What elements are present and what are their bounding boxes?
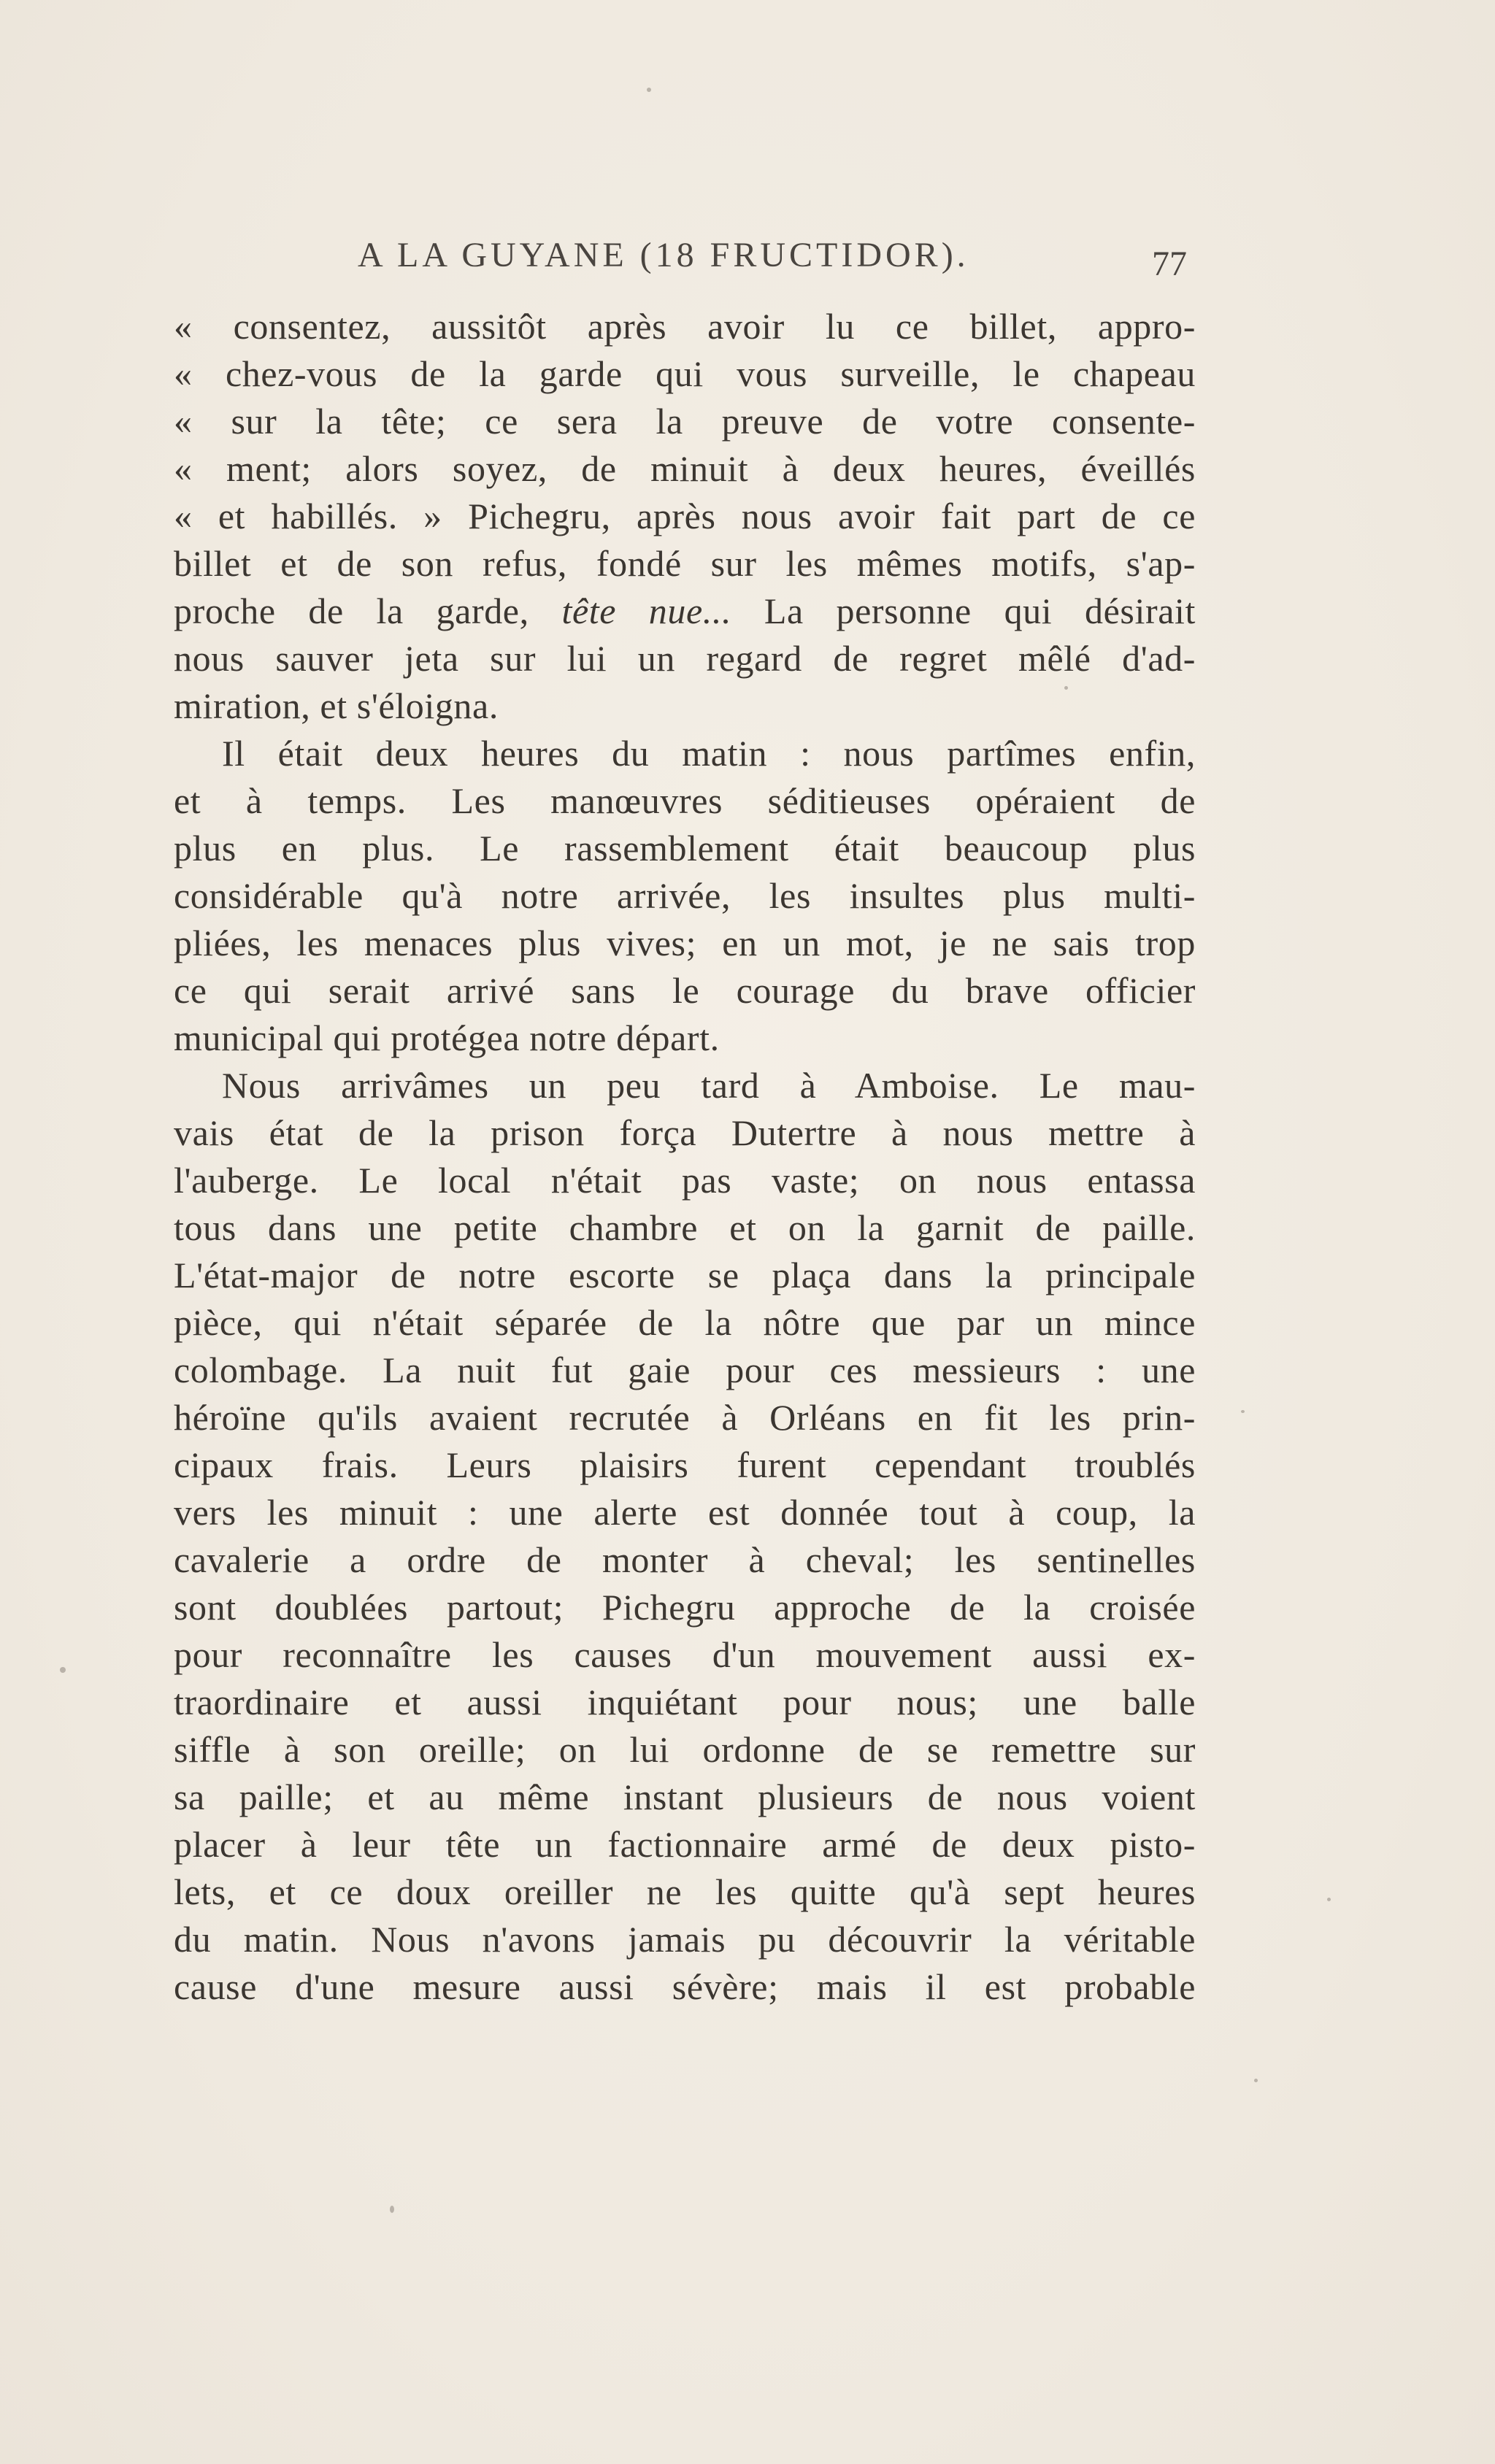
text-line: traordinaire et aussi inquiétant pour nous; une balle: [174, 1682, 1196, 1722]
text-line: colombage. La nuit fut gaie pour ces messieurs : une: [174, 1350, 1196, 1390]
text-line: cipaux frais. Leurs plaisirs furent cependant troublés: [174, 1444, 1196, 1485]
text-line: tous dans une petite chambre et on la garnit de paille.: [174, 1207, 1196, 1248]
page-number: 77: [1152, 245, 1187, 283]
text-line: nous sauver jeta sur lui un regard de regret mêlé d'ad-: [174, 638, 1196, 679]
text-line: « chez-vous de la garde qui vous surveille, le chapeau: [174, 353, 1196, 394]
paper-speck: [1241, 1410, 1245, 1413]
text-line: pliées, les menaces plus vives; en un mot, je ne sais trop: [174, 923, 1196, 963]
italic-phrase: tête nue...: [561, 590, 732, 631]
paper-speck: [390, 2206, 394, 2213]
text-line: pour reconnaître les causes d'un mouvement aussi ex-: [174, 1634, 1196, 1675]
line-part: La personne qui désirait: [731, 590, 1196, 631]
text-line: « sur la tête; ce sera la preuve de votre consente-: [174, 401, 1196, 442]
paper-speck: [1064, 686, 1068, 690]
paper-speck: [647, 88, 651, 92]
text-line: « et habillés. » Pichegru, après nous avoir fait part de ce: [174, 496, 1196, 536]
text-line: miration, et s'éloigna.: [174, 685, 499, 726]
text-line: siffle à son oreille; on lui ordonne de se remettre sur: [174, 1729, 1196, 1770]
running-head: A LA GUYANE (18 FRUCTIDOR).: [358, 236, 969, 274]
text-line: cause d'une mesure aussi sévère; mais il est probable: [174, 1966, 1196, 2007]
body-text: [174, 303, 1196, 2011]
text-line: placer à leur tête un factionnaire armé de deux pisto-: [174, 1824, 1196, 1865]
text-line: du matin. Nous n'avons jamais pu découvrir la véritable: [174, 1919, 1196, 1960]
text-line: municipal qui protégea notre départ.: [174, 1017, 720, 1058]
text-line: lets, et ce doux oreiller ne les quitte qu'à sept heures: [174, 1871, 1196, 1912]
line-part: proche de la garde,: [174, 590, 562, 631]
text-line: Nous arrivâmes un peu tard à Amboise. Le mau-: [222, 1065, 1196, 1106]
text-line: « consentez, aussitôt après avoir lu ce billet, appro-: [174, 306, 1196, 347]
text-line: considérable qu'à notre arrivée, les insultes plus multi-: [174, 875, 1196, 916]
text-line: Il était deux heures du matin : nous partîmes enfin,: [222, 733, 1196, 774]
text-line: et à temps. Les manœuvres séditieuses opéraient de: [174, 780, 1196, 821]
text-line: héroïne qu'ils avaient recrutée à Orléans en fit les prin-: [174, 1397, 1196, 1438]
text-line: L'état-major de notre escorte se plaça dans la principale: [174, 1255, 1196, 1295]
text-line: plus en plus. Le rassemblement était beaucoup plus: [174, 828, 1196, 869]
text-line: « ment; alors soyez, de minuit à deux heures, éveillés: [174, 448, 1196, 489]
paper-speck: [60, 1667, 66, 1673]
text-line: sa paille; et au même instant plusieurs de nous voient: [174, 1776, 1196, 1817]
text-line: sont doublées partout; Pichegru approche de la croisée: [174, 1587, 1196, 1628]
text-line: l'auberge. Le local n'était pas vaste; on nous entassa: [174, 1160, 1196, 1201]
text-line-with-italic: [174, 588, 1196, 635]
text-line: ce qui serait arrivé sans le courage du brave officier: [174, 970, 1196, 1011]
text-line: vers les minuit : une alerte est donnée tout à coup, la: [174, 1492, 1196, 1533]
text-line: billet et de son refus, fondé sur les mêmes motifs, s'ap-: [174, 543, 1196, 584]
paper-speck: [1327, 1898, 1331, 1901]
text-line: vais état de la prison força Dutertre à nous mettre à: [174, 1112, 1196, 1153]
text-line: cavalerie a ordre de monter à cheval; les sentinelles: [174, 1539, 1196, 1580]
paper-speck: [1254, 2079, 1258, 2082]
text-line: pièce, qui n'était séparée de la nôtre que par un mince: [174, 1302, 1196, 1343]
